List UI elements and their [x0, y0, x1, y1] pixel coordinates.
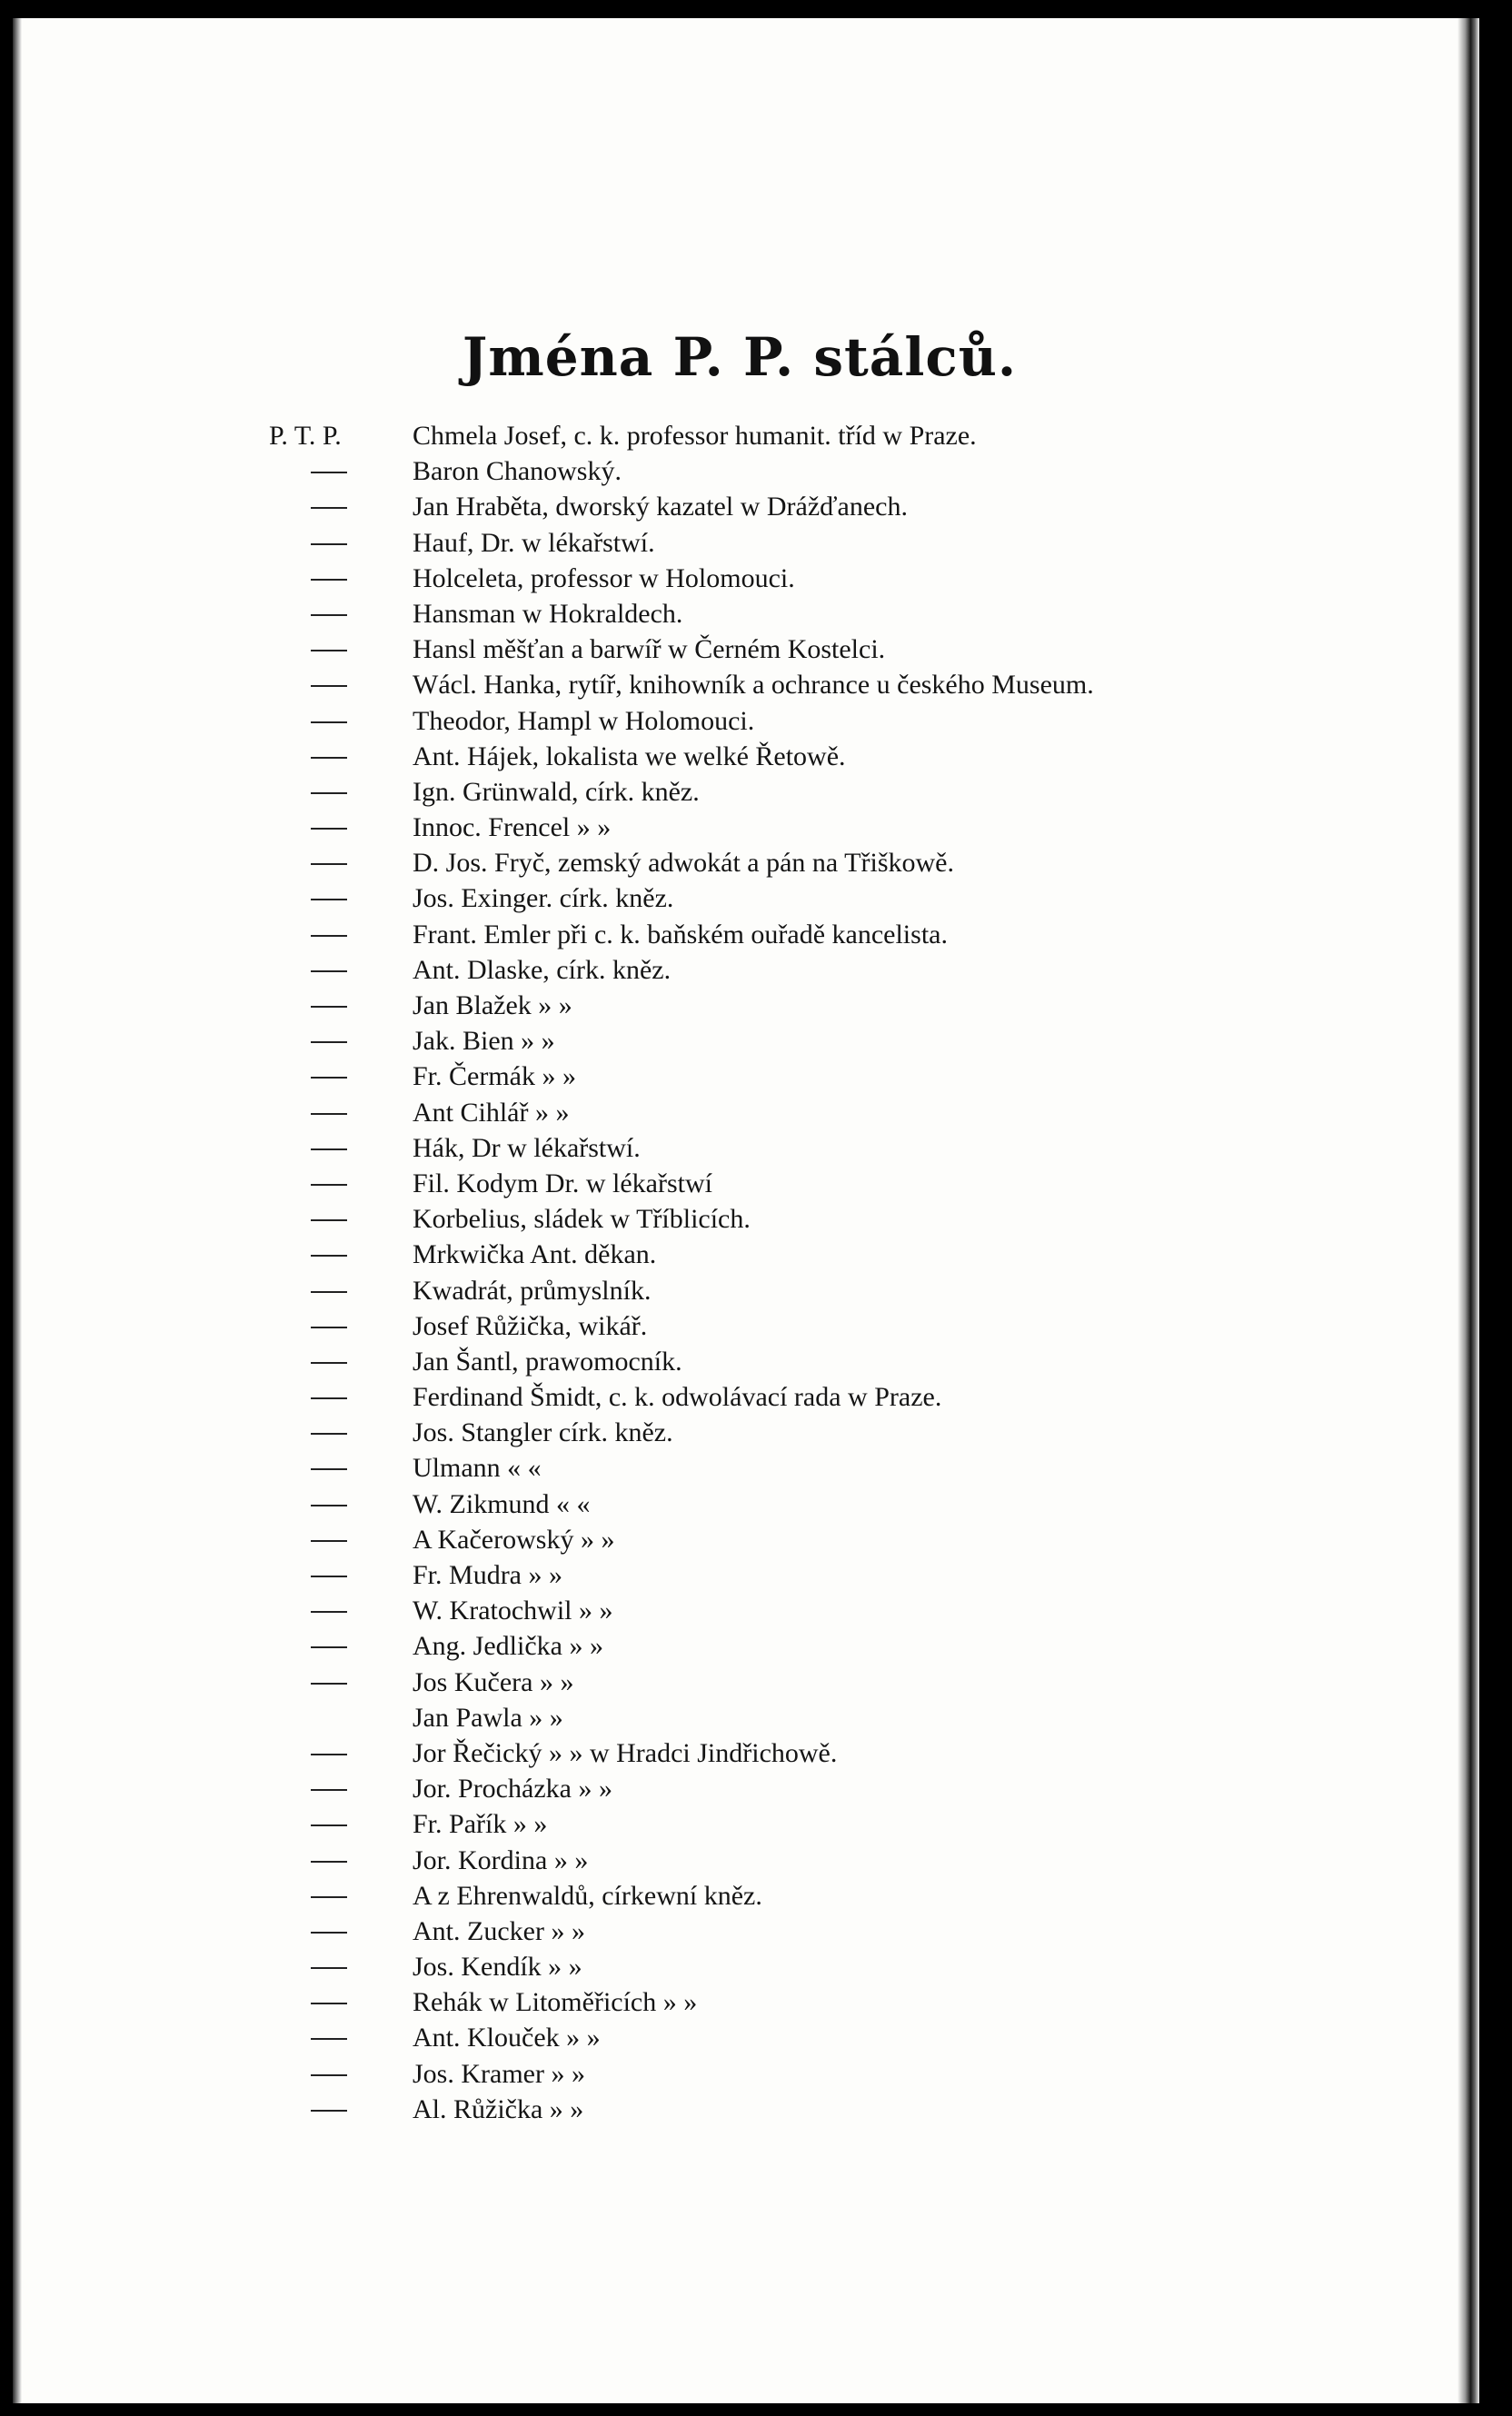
- ditto-dash: [311, 1291, 347, 1293]
- entry-text: Ant. Zucker » »: [413, 1915, 585, 1946]
- subscriber-list: [13, 418, 1467, 2127]
- entry-text: Ulmann « «: [413, 1453, 542, 1484]
- entry-text: Ant. Klouček » »: [413, 2023, 601, 2053]
- entry-text: Jan Blažek » »: [413, 990, 572, 1020]
- entry-text: Baron Chanowský.: [413, 456, 622, 487]
- page-title: Jména P. P. stálců.: [462, 325, 1018, 388]
- ditto-dash: [311, 1327, 347, 1328]
- ditto-dash: [311, 1077, 347, 1079]
- list-item: [13, 1700, 1467, 1735]
- ditto-dash: [311, 614, 347, 616]
- entry-text: A Kačerowský » »: [413, 1524, 615, 1555]
- list-item: [13, 596, 1467, 631]
- entry-text: Hansman w Hokraldech.: [413, 598, 683, 629]
- list-item: [13, 1059, 1467, 1094]
- ditto-dash: [311, 1006, 347, 1008]
- list-item: [13, 1628, 1467, 1664]
- ditto-dash: [311, 1789, 347, 1791]
- entry-text: Ign. Grünwald, círk. kněz.: [413, 776, 700, 807]
- ditto-dash: [311, 1505, 347, 1506]
- entry-text: Jan Šantl, prawomocník.: [413, 1346, 682, 1377]
- list-item: [13, 489, 1467, 524]
- ditto-dash: [311, 1540, 347, 1542]
- list-item: [13, 952, 1467, 988]
- entry-text: Holceleta, professor w Holomouci.: [413, 562, 795, 593]
- ditto-dash: [311, 650, 347, 651]
- entry-text: Theodor, Hampl w Holomouci.: [413, 705, 755, 736]
- entry-text: Rehák w Litoměřicích » »: [413, 1987, 698, 2018]
- entry-text: Al. Růžička » »: [413, 2093, 584, 2124]
- entry-text: Kwadrát, průmyslník.: [413, 1275, 652, 1306]
- entry-text: Fr. Čermák » »: [413, 1061, 576, 1092]
- entry-text: Fr. Mudra » »: [413, 1560, 562, 1590]
- list-item: [13, 917, 1467, 952]
- list-item: [13, 525, 1467, 561]
- list-item: [13, 1201, 1467, 1237]
- entry-text: Jak. Bien » »: [413, 1026, 555, 1057]
- entry-text: A z Ehrenwaldů, církewní kněz.: [413, 1880, 762, 1911]
- entry-text: Jor. Procházka » »: [413, 1774, 612, 1805]
- list-item: [13, 1984, 1467, 2020]
- list-item: [13, 1273, 1467, 1308]
- ditto-dash: [311, 1433, 347, 1435]
- ditto-dash: [311, 1646, 347, 1648]
- ditto-dash: [311, 757, 347, 759]
- list-item: [13, 739, 1467, 774]
- entry-text: Jor Řečický » » w Hradci Jindřichowě.: [413, 1737, 838, 1768]
- ditto-dash: [311, 2038, 347, 2040]
- list-item: [13, 845, 1467, 880]
- scanned-page: [13, 18, 1479, 2403]
- ditto-dash: [311, 1148, 347, 1150]
- entry-text: Chmela Josef, c. k. professor humanit. tříd w Praze.: [413, 421, 977, 451]
- entry-text: Jos. Kendík » »: [413, 1952, 582, 1983]
- entry-text: Hauf, Dr. w lékařstwí.: [413, 527, 655, 558]
- list-item: [13, 1308, 1467, 1344]
- ditto-dash: [311, 1468, 347, 1470]
- list-item: [13, 2056, 1467, 2092]
- list-item: [13, 1949, 1467, 1984]
- list-item: [13, 1130, 1467, 1166]
- entry-text: Ant. Dlaske, círk. kněz.: [413, 954, 671, 985]
- entry-text: Fil. Kodym Dr. w lékařstwí: [413, 1168, 712, 1198]
- entry-prefix: P. T. P.: [269, 421, 342, 451]
- ditto-dash: [311, 863, 347, 865]
- list-item: [13, 2020, 1467, 2055]
- list-item: [13, 1450, 1467, 1486]
- entry-text: Ferdinand Šmidt, c. k. odwolávací rada w Praze.: [413, 1382, 942, 1413]
- ditto-dash: [311, 472, 347, 473]
- entry-text: Korbelius, sládek w Tříblicích.: [413, 1204, 751, 1235]
- list-item: [13, 1914, 1467, 1949]
- ditto-dash: [311, 899, 347, 900]
- entry-text: Jan Hraběta, dworský kazatel w Drážďanech.: [413, 492, 908, 522]
- ditto-dash: [311, 970, 347, 972]
- ditto-dash: [311, 828, 347, 830]
- entry-text: Jor. Kordina » »: [413, 1844, 589, 1875]
- entry-text: Jan Pawla » »: [413, 1702, 563, 1733]
- ditto-dash: [311, 1397, 347, 1399]
- ditto-dash: [311, 2003, 347, 2004]
- list-item: [13, 810, 1467, 845]
- entry-text: Frant. Emler při c. k. baňském ouřadě kancelista.: [413, 919, 948, 949]
- entry-text: Innoc. Frencel » »: [413, 812, 612, 843]
- list-item: [13, 1878, 1467, 1914]
- entry-text: D. Jos. Fryč, zemský adwokát a pán na Třiškowě.: [413, 848, 954, 879]
- entry-text: Jos. Exinger. círk. kněz.: [413, 883, 674, 914]
- entry-text: Josef Růžička, wikář.: [413, 1310, 648, 1341]
- list-item: [13, 703, 1467, 739]
- ditto-dash: [311, 1255, 347, 1257]
- ditto-dash: [311, 792, 347, 794]
- entry-text: Mrkwička Ant. děkan.: [413, 1239, 657, 1270]
- ditto-dash: [311, 685, 347, 687]
- ditto-dash: [311, 1576, 347, 1577]
- list-item: [13, 1843, 1467, 1878]
- ditto-dash: [311, 1184, 347, 1186]
- list-item: [13, 1166, 1467, 1201]
- ditto-dash: [311, 1967, 347, 1969]
- list-item: [13, 1095, 1467, 1130]
- ditto-dash: [311, 1362, 347, 1364]
- list-item: [13, 418, 1467, 453]
- entry-text: Fr. Pařík » »: [413, 1809, 548, 1840]
- list-item: [13, 1344, 1467, 1379]
- list-item: [13, 2092, 1467, 2127]
- list-item: [13, 1665, 1467, 1700]
- entry-text: Hák, Dr w lékařstwí.: [413, 1132, 641, 1163]
- ditto-dash: [311, 1041, 347, 1043]
- entry-text: Ang. Jedlička » »: [413, 1631, 603, 1662]
- entry-text: Jos. Kramer » »: [413, 2058, 585, 2089]
- list-item: [13, 774, 1467, 810]
- list-item: [13, 453, 1467, 489]
- list-item: [13, 631, 1467, 667]
- ditto-dash: [311, 2110, 347, 2112]
- ditto-dash: [311, 1113, 347, 1115]
- list-item: [13, 1237, 1467, 1272]
- ditto-dash: [311, 1611, 347, 1613]
- entry-text: Wácl. Hanka, rytíř, knihowník a ochrance u českého Museum.: [413, 670, 1094, 701]
- ditto-dash: [311, 543, 347, 545]
- ditto-dash: [311, 579, 347, 581]
- list-item: [13, 1415, 1467, 1450]
- list-item: [13, 1806, 1467, 1842]
- ditto-dash: [311, 1824, 347, 1826]
- entry-text: Jos Kučera » »: [413, 1666, 574, 1697]
- entry-text: Ant. Hájek, lokalista we welké Řetowě.: [413, 741, 846, 771]
- list-item: [13, 1557, 1467, 1593]
- list-item: [13, 561, 1467, 596]
- list-item: [13, 1379, 1467, 1415]
- ditto-dash: [311, 1683, 347, 1685]
- entry-text: W. Kratochwil » »: [413, 1596, 613, 1626]
- list-item: [13, 1593, 1467, 1628]
- ditto-dash: [311, 507, 347, 509]
- entry-text: Hansl měšťan a barwíř w Černém Kostelci.: [413, 634, 886, 665]
- list-item: [13, 1771, 1467, 1806]
- ditto-dash: [311, 1932, 347, 1934]
- entry-text: Jos. Stangler círk. kněz.: [413, 1417, 673, 1448]
- ditto-dash: [311, 1896, 347, 1898]
- list-item: [13, 1735, 1467, 1771]
- list-item: [13, 667, 1467, 702]
- entry-text: Ant Cihlář » »: [413, 1097, 570, 1128]
- list-item: [13, 1522, 1467, 1557]
- ditto-dash: [311, 1219, 347, 1221]
- list-item: [13, 988, 1467, 1023]
- list-item: [13, 1023, 1467, 1059]
- ditto-dash: [311, 721, 347, 723]
- entry-text: W. Zikmund « «: [413, 1488, 591, 1519]
- list-item: [13, 1486, 1467, 1522]
- ditto-dash: [311, 1754, 347, 1755]
- ditto-dash: [311, 1861, 347, 1863]
- ditto-dash: [311, 2074, 347, 2076]
- ditto-dash: [311, 935, 347, 937]
- list-item: [13, 880, 1467, 916]
